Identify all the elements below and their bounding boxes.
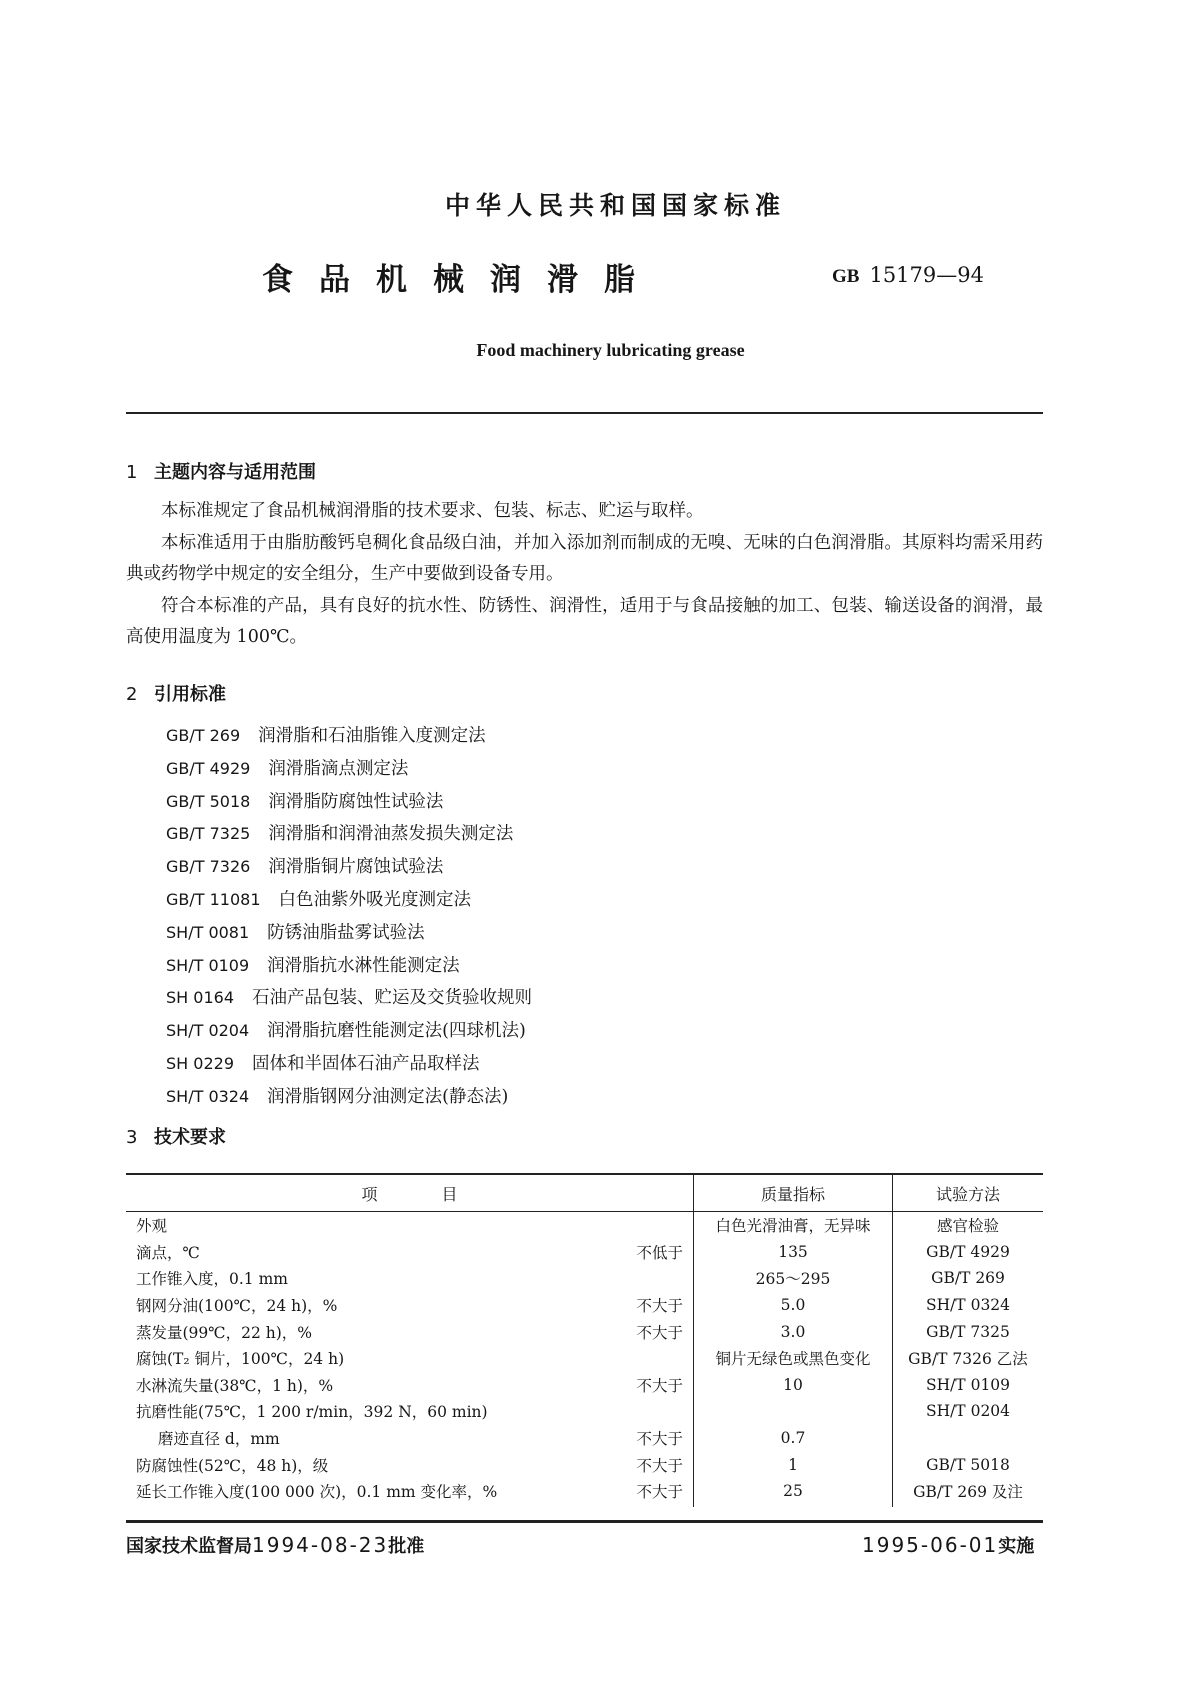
row-item: 蒸发量(99℃，22 h)，% <box>136 1323 313 1342</box>
section-3-heading <box>126 1123 226 1149</box>
reference-name: 润滑脂抗水淋性能测定法 <box>267 955 460 976</box>
approval-line <box>126 1532 424 1558</box>
approval-date: 1994-08-23 <box>252 1533 389 1557</box>
reference-name: 润滑脂抗磨性能测定法(四球机法) <box>267 1021 526 1042</box>
section-3-number: 3 <box>126 1127 138 1148</box>
header-index: 质量指标 <box>694 1175 893 1212</box>
row-value: 265～295 <box>694 1265 893 1292</box>
reference-code: SH 0164 <box>166 988 234 1008</box>
row-item: 钢网分油(100℃，24 h)，% <box>136 1297 338 1316</box>
row-value: 3.0 <box>694 1318 893 1345</box>
table-row <box>126 1345 1043 1372</box>
reference-item <box>166 818 532 851</box>
row-method: GB/T 269 及注 <box>913 1483 1023 1502</box>
row-method: GB/T 7326 乙法 <box>908 1350 1028 1369</box>
spec-table <box>126 1175 1043 1507</box>
reference-item <box>166 1081 532 1114</box>
row-item: 延长工作锥入度(100 000 次)，0.1 mm 变化率，% <box>136 1483 498 1502</box>
standard-number <box>832 263 984 288</box>
row-method: GB/T 5018 <box>926 1455 1010 1474</box>
reference-name: 石油产品包装、贮运及交货验收规则 <box>252 988 532 1009</box>
row-limit: 不大于 <box>611 1372 694 1399</box>
approval-org: 国家技术监督局 <box>126 1536 252 1557</box>
section-1-number: 1 <box>126 462 138 483</box>
standard-prefix: GB <box>832 266 860 287</box>
section-3-title: 技术要求 <box>154 1127 226 1148</box>
row-value: 白色光滑油膏，无异味 <box>694 1212 893 1239</box>
reference-code: GB/T 7325 <box>166 824 251 844</box>
reference-name: 润滑脂和石油脂锥入度测定法 <box>258 726 486 746</box>
reference-item <box>166 917 532 950</box>
reference-code: GB/T 4929 <box>166 758 251 778</box>
document-title: 食品机械润滑脂 <box>262 262 661 298</box>
row-limit <box>611 1398 694 1425</box>
row-limit: 不大于 <box>611 1318 694 1345</box>
row-value: 1 <box>694 1451 893 1478</box>
reference-name: 固体和半固体石油产品取样法 <box>252 1053 480 1074</box>
table-row <box>126 1318 1043 1345</box>
table-row <box>126 1425 1043 1452</box>
row-limit: 不大于 <box>611 1451 694 1478</box>
reference-item <box>166 786 532 819</box>
row-method: SH/T 0109 <box>925 1375 1011 1394</box>
reference-list <box>166 720 532 1114</box>
header-item: 项 目 <box>126 1175 694 1212</box>
reference-name: 润滑脂钢网分油测定法(静态法) <box>267 1086 509 1107</box>
reference-code: SH/T 0081 <box>166 922 250 942</box>
table-row <box>126 1265 1043 1292</box>
reference-item <box>166 1015 532 1048</box>
reference-name: 润滑脂滴点测定法 <box>268 758 409 779</box>
reference-name: 防锈油脂盐雾试验法 <box>267 922 425 943</box>
standard-code: 15179—94 <box>869 263 984 287</box>
row-item: 抗磨性能(75℃，1 200 r/min，392 N，60 min) <box>136 1403 488 1422</box>
reference-name: 润滑脂铜片腐蚀试验法 <box>268 857 444 878</box>
reference-item <box>166 884 532 917</box>
header-divider <box>126 412 1043 414</box>
reference-code: GB/T 7326 <box>166 857 251 877</box>
reference-item <box>166 720 532 753</box>
row-limit <box>611 1265 694 1292</box>
row-method: GB/T 4929 <box>926 1242 1010 1261</box>
section-2-heading <box>126 680 226 706</box>
row-limit: 不大于 <box>611 1425 694 1452</box>
reference-code: SH 0229 <box>166 1053 234 1073</box>
row-item: 水淋流失量(38℃，1 h)，% <box>136 1376 334 1395</box>
section-1-heading <box>126 458 316 484</box>
row-value: 25 <box>694 1478 893 1507</box>
reference-name: 润滑脂和润滑油蒸发损失测定法 <box>268 824 514 845</box>
header-method: 试验方法 <box>893 1175 1044 1212</box>
reference-name: 白色油紫外吸光度测定法 <box>278 889 472 910</box>
reference-item <box>166 851 532 884</box>
reference-code: GB/T 11081 <box>166 889 261 909</box>
row-value: 铜片无绿色或黑色变化 <box>694 1345 893 1372</box>
section-1-title: 主题内容与适用范围 <box>154 462 316 483</box>
row-item: 磨迹直径 d，mm <box>158 1430 280 1449</box>
effective-line <box>862 1532 1034 1558</box>
row-limit: 不低于 <box>611 1239 694 1266</box>
reference-code: GB/T 269 <box>166 726 241 745</box>
footer-rule <box>126 1520 1043 1523</box>
row-item: 工作锥入度，0.1 mm <box>136 1270 288 1289</box>
row-method: SH/T 0324 <box>925 1296 1011 1315</box>
row-value: 5.0 <box>694 1292 893 1319</box>
reference-name: 润滑脂防腐蚀性试验法 <box>268 791 444 812</box>
table-row <box>126 1398 1043 1425</box>
row-method: 感官检验 <box>936 1217 999 1236</box>
section-2-title: 引用标准 <box>154 684 226 705</box>
table-row <box>126 1239 1043 1266</box>
row-method: SH/T 0204 <box>925 1402 1011 1421</box>
reference-item <box>166 1048 532 1081</box>
reference-code: GB/T 5018 <box>166 791 251 811</box>
reference-item <box>166 753 532 786</box>
row-value: 0.7 <box>694 1425 893 1452</box>
row-method: GB/T 7325 <box>926 1322 1010 1341</box>
table-row <box>126 1478 1043 1507</box>
paragraph: 本标准适用于由脂肪酸钙皂稠化食品级白油，并加入添加剂而制成的无嗅、无味的白色润滑脂。其原料均需采用药典或药物学中规定的安全组分，生产中要做到设备专用。 <box>126 532 1043 584</box>
standard-title: 中华人民共和国国家标准 <box>444 191 786 220</box>
reference-code: SH/T 0324 <box>166 1086 250 1106</box>
section-2-number: 2 <box>126 684 138 705</box>
section-1-body <box>126 496 1043 654</box>
row-value: 10 <box>694 1372 893 1399</box>
row-item: 防腐蚀性(52℃，48 h)，级 <box>136 1456 329 1475</box>
reference-code: SH/T 0204 <box>166 1021 250 1041</box>
table-row <box>126 1212 1043 1239</box>
reference-item <box>166 982 532 1015</box>
row-limit: 不大于 <box>611 1478 694 1507</box>
row-method <box>893 1425 1044 1452</box>
reference-code: SH/T 0109 <box>166 955 250 975</box>
reference-item <box>166 950 532 983</box>
row-item: 腐蚀(T₂ 铜片，100℃，24 h) <box>136 1350 345 1369</box>
row-method: GB/T 269 <box>931 1269 1005 1288</box>
row-limit <box>611 1345 694 1372</box>
table-row <box>126 1372 1043 1399</box>
row-value <box>694 1398 893 1425</box>
table-header-row <box>126 1175 1043 1212</box>
row-value: 135 <box>694 1239 893 1266</box>
row-item: 外观 <box>136 1217 168 1236</box>
english-title: Food machinery lubricating grease <box>476 340 745 360</box>
row-limit: 不大于 <box>611 1292 694 1319</box>
paragraph: 符合本标准的产品，具有良好的抗水性、防锈性、润滑性，适用于与食品接触的加工、包装、输送设备的润滑，最高使用温度为 100℃。 <box>126 595 1043 647</box>
table-row <box>126 1292 1043 1319</box>
effective-suffix: 实施 <box>998 1536 1035 1557</box>
effective-date: 1995-06-01 <box>862 1533 999 1557</box>
approval-suffix: 批准 <box>388 1536 425 1557</box>
row-item: 滴点，℃ <box>136 1243 200 1262</box>
paragraph: 本标准规定了食品机械润滑脂的技术要求、包装、标志、贮运与取样。 <box>161 501 704 521</box>
row-limit <box>611 1212 694 1239</box>
table-row <box>126 1451 1043 1478</box>
